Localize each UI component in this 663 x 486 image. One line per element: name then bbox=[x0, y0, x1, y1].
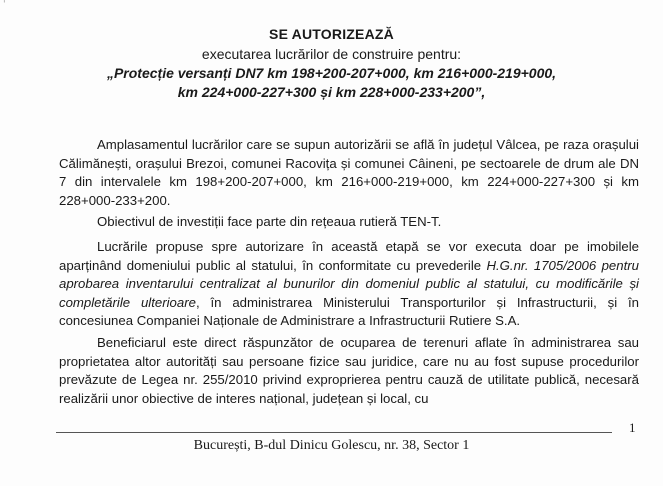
project-name-line-2: km 224+000-227+300 și km 228+000-233+200”, bbox=[177, 84, 486, 100]
page-number: 1 bbox=[629, 420, 636, 435]
paragraph-beneficiary: Beneficiarul este direct răspunzător de ocuparea de terenuri aflate în administrarea sau proprietatea altor autorități sau persoane fizice sau juridice, care nu au fost supuse procedurilor prevăzute de Legea nr. 255/2010 privind exproprierea pentru cauză de utilitate publică, necesară realizării unor obiective de interes național, județean și local, cu bbox=[59, 335, 639, 406]
paragraph-works-scope-text-a: Lucrările propuse spre autorizare în această etapă se vor executa doar pe imobilele aparținând domeniului public al statului, în conformitate cu prevederile bbox=[59, 239, 639, 273]
page-corner-mark: ˈ bbox=[3, 0, 6, 10]
paragraph-works-scope bbox=[59, 238, 639, 331]
paragraph-works-scope-text-c: , în administrarea Ministerului Transporturilor și Infrastructurii, și în concesiunea Companiei Naționale de Administrare a Infrastructurii Rutiere S.A. bbox=[59, 294, 639, 328]
authorization-title: SE AUTORIZEAZĂ bbox=[269, 26, 394, 42]
authorization-subtitle: executarea lucrărilor de construire pentru: bbox=[201, 46, 462, 62]
paragraph-location: Amplasamentul lucrărilor care se supun autorizării se află în județul Vâlcea, pe raza orașului Călimănești, orașului Brezoi, comunei Racovița și comunei Câineni, pe sectoarele de drum ale DN 7 din intervalele km 198+200-207+000, km 216+000-219+000, km 224+000-227+300 și km 228+000-233+200. bbox=[59, 137, 639, 208]
project-name-line-1: „Protecție versanți DN7 km 198+200-207+000, km 216+000-219+000, bbox=[106, 65, 557, 81]
footer-address: București, B-dul Dinicu Golescu, nr. 38, Sector 1 bbox=[193, 438, 470, 453]
paragraph-ten-t: Obiectivul de investiții face parte din rețeaua rutieră TEN-T. bbox=[97, 214, 442, 229]
footer-divider bbox=[56, 432, 612, 433]
hg-reference: H.G.nr. 1705/2006 pentru aprobarea inventarului centralizat al bunurilor din domeniul public al statului, cu modificările și completările ulterioare bbox=[59, 257, 639, 310]
